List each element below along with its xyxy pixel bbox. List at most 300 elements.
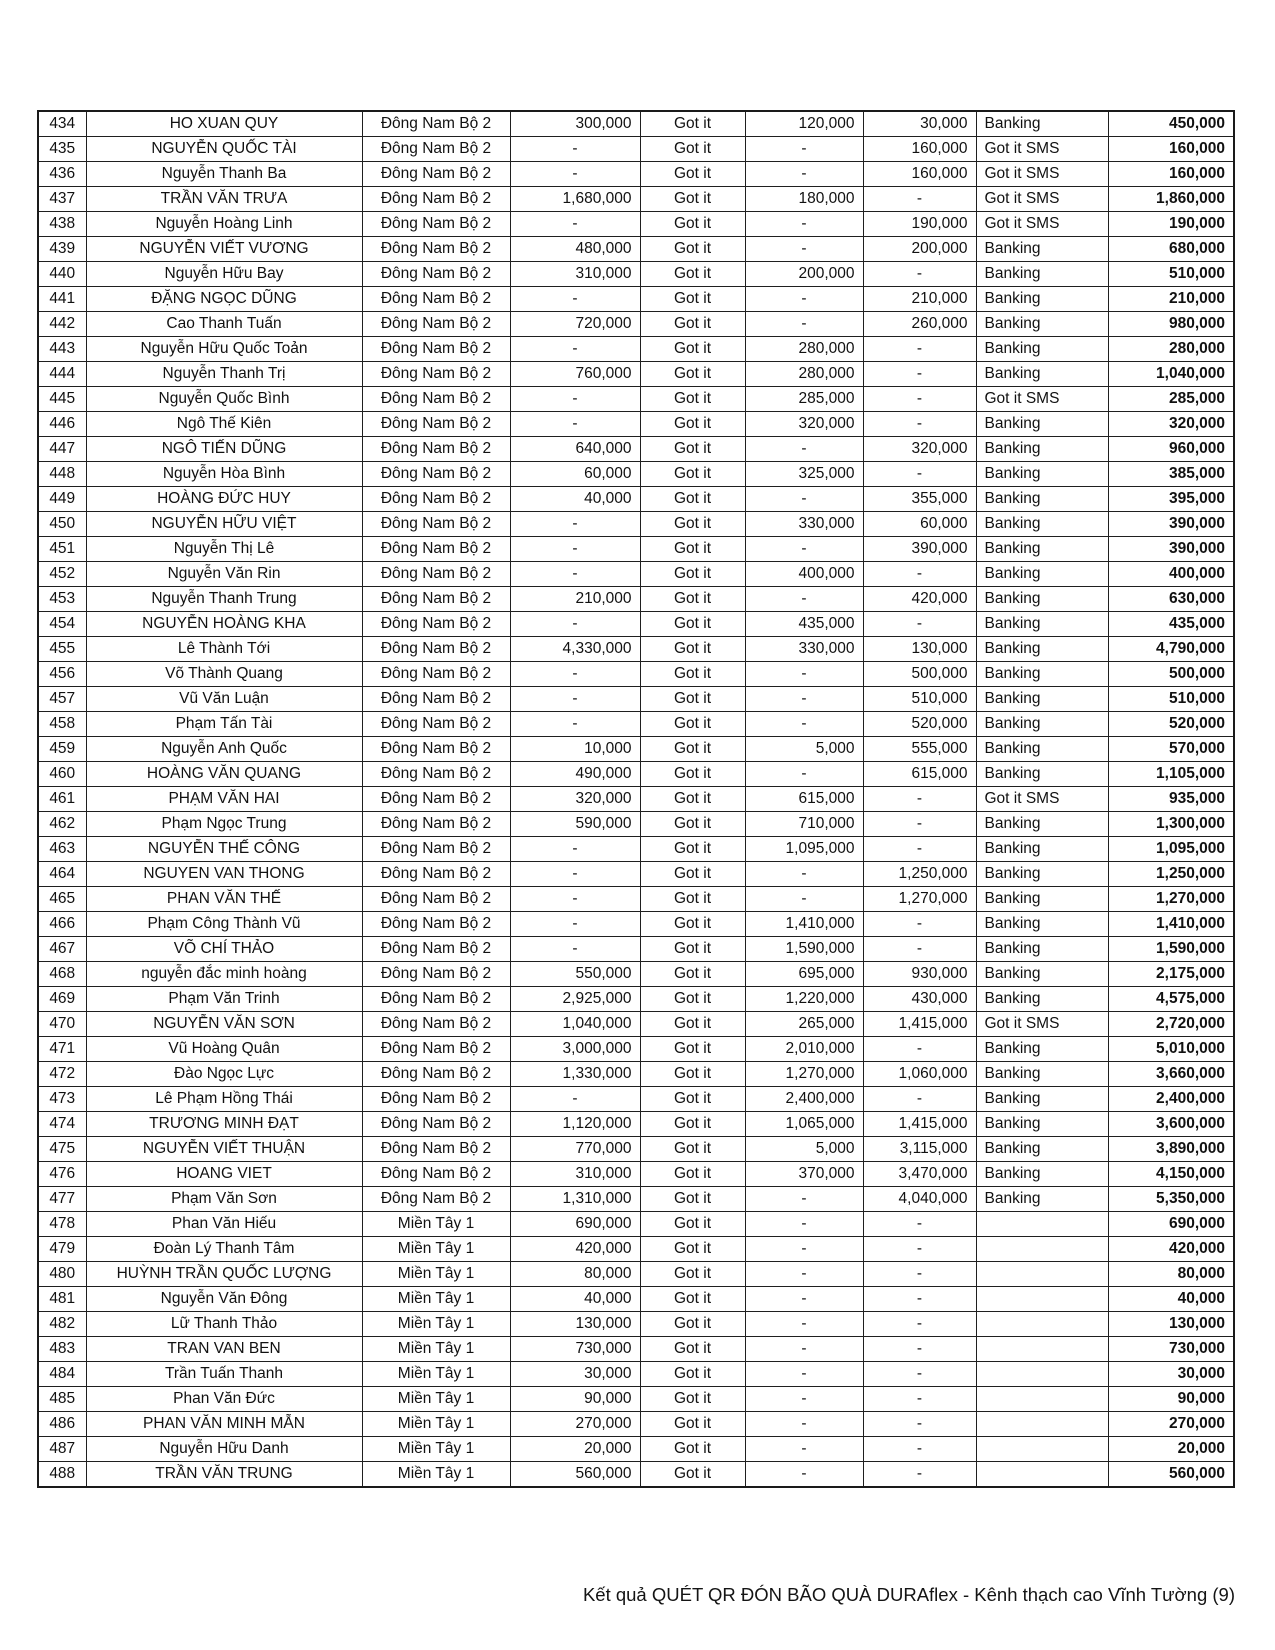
row-number-cell: 454 xyxy=(38,612,86,637)
region-cell: Miền Tây 1 xyxy=(362,1262,510,1287)
participant-name-cell: NGUYỄN HOÀNG KHA xyxy=(86,612,362,637)
amount-3-cell: 1,060,000 xyxy=(863,1062,976,1087)
region-cell: Miền Tây 1 xyxy=(362,1462,510,1488)
participant-name-cell: PHAN VĂN MINH MẪN xyxy=(86,1412,362,1437)
region-cell: Đông Nam Bộ 2 xyxy=(362,1187,510,1212)
amount-2-cell: - xyxy=(745,1362,863,1387)
participant-name-cell: Vũ Hoàng Quân xyxy=(86,1037,362,1062)
row-number-cell: 464 xyxy=(38,862,86,887)
amount-1-cell: - xyxy=(510,712,640,737)
participant-name-cell: Nguyễn Hữu Bay xyxy=(86,262,362,287)
total-amount-cell: 210,000 xyxy=(1108,287,1234,312)
amount-1-cell: 20,000 xyxy=(510,1437,640,1462)
amount-1-cell: - xyxy=(510,537,640,562)
payment-method-cell: Got it SMS xyxy=(976,137,1108,162)
payment-method-cell: Banking xyxy=(976,1137,1108,1162)
payment-method-cell: Banking xyxy=(976,887,1108,912)
amount-2-cell: 5,000 xyxy=(745,737,863,762)
participant-name-cell: HOÀNG VĂN QUANG xyxy=(86,762,362,787)
total-amount-cell: 450,000 xyxy=(1108,111,1234,137)
region-cell: Đông Nam Bộ 2 xyxy=(362,1112,510,1137)
amount-3-cell: 190,000 xyxy=(863,212,976,237)
status-cell: Got it xyxy=(640,362,745,387)
participant-name-cell: NGUYỄN THẾ CÔNG xyxy=(86,837,362,862)
amount-1-cell: 1,310,000 xyxy=(510,1187,640,1212)
total-amount-cell: 2,400,000 xyxy=(1108,1087,1234,1112)
participant-name-cell: NGUYỄN VIẾT THUẬN xyxy=(86,1137,362,1162)
table-row xyxy=(38,1162,1234,1187)
participant-name-cell: HOÀNG ĐỨC HUY xyxy=(86,487,362,512)
amount-2-cell: 1,590,000 xyxy=(745,937,863,962)
amount-1-cell: 560,000 xyxy=(510,1462,640,1488)
status-cell: Got it xyxy=(640,1337,745,1362)
table-row xyxy=(38,887,1234,912)
row-number-cell: 434 xyxy=(38,111,86,137)
row-number-cell: 483 xyxy=(38,1337,86,1362)
amount-2-cell: 330,000 xyxy=(745,637,863,662)
payment-method-cell: Banking xyxy=(976,412,1108,437)
region-cell: Đông Nam Bộ 2 xyxy=(362,362,510,387)
payment-method-cell xyxy=(976,1262,1108,1287)
amount-2-cell: - xyxy=(745,487,863,512)
payment-method-cell: Banking xyxy=(976,737,1108,762)
status-cell: Got it xyxy=(640,1312,745,1337)
amount-2-cell: - xyxy=(745,712,863,737)
table-row xyxy=(38,237,1234,262)
row-number-cell: 479 xyxy=(38,1237,86,1262)
amount-1-cell: 760,000 xyxy=(510,362,640,387)
payment-method-cell: Banking xyxy=(976,862,1108,887)
amount-3-cell: - xyxy=(863,1262,976,1287)
amount-3-cell: 30,000 xyxy=(863,111,976,137)
region-cell: Đông Nam Bộ 2 xyxy=(362,512,510,537)
status-cell: Got it xyxy=(640,962,745,987)
amount-1-cell: - xyxy=(510,137,640,162)
payment-method-cell: Banking xyxy=(976,837,1108,862)
amount-1-cell: 300,000 xyxy=(510,111,640,137)
total-amount-cell: 730,000 xyxy=(1108,1337,1234,1362)
amount-1-cell: 490,000 xyxy=(510,762,640,787)
amount-3-cell: 930,000 xyxy=(863,962,976,987)
row-number-cell: 447 xyxy=(38,437,86,462)
amount-1-cell: 550,000 xyxy=(510,962,640,987)
amount-2-cell: 710,000 xyxy=(745,812,863,837)
total-amount-cell: 960,000 xyxy=(1108,437,1234,462)
participant-name-cell: Nguyễn Thanh Ba xyxy=(86,162,362,187)
total-amount-cell: 1,105,000 xyxy=(1108,762,1234,787)
total-amount-cell: 2,175,000 xyxy=(1108,962,1234,987)
participant-name-cell: Phạm Văn Trinh xyxy=(86,987,362,1012)
region-cell: Đông Nam Bộ 2 xyxy=(362,687,510,712)
amount-3-cell: - xyxy=(863,462,976,487)
table-row xyxy=(38,812,1234,837)
participant-name-cell: HUỲNH TRẦN QUỐC LƯỢNG xyxy=(86,1262,362,1287)
table-row xyxy=(38,337,1234,362)
row-number-cell: 475 xyxy=(38,1137,86,1162)
row-number-cell: 436 xyxy=(38,162,86,187)
payment-method-cell: Banking xyxy=(976,637,1108,662)
region-cell: Đông Nam Bộ 2 xyxy=(362,1087,510,1112)
amount-3-cell: 615,000 xyxy=(863,762,976,787)
payment-method-cell: Banking xyxy=(976,1037,1108,1062)
amount-3-cell: 3,470,000 xyxy=(863,1162,976,1187)
table-row xyxy=(38,1062,1234,1087)
amount-3-cell: - xyxy=(863,1337,976,1362)
amount-2-cell: - xyxy=(745,1262,863,1287)
row-number-cell: 468 xyxy=(38,962,86,987)
row-number-cell: 448 xyxy=(38,462,86,487)
payment-method-cell: Banking xyxy=(976,762,1108,787)
status-cell: Got it xyxy=(640,387,745,412)
amount-3-cell: 555,000 xyxy=(863,737,976,762)
amount-1-cell: 770,000 xyxy=(510,1137,640,1162)
status-cell: Got it xyxy=(640,837,745,862)
participant-name-cell: nguyễn đắc minh hoàng xyxy=(86,962,362,987)
region-cell: Đông Nam Bộ 2 xyxy=(362,987,510,1012)
amount-2-cell: - xyxy=(745,862,863,887)
payment-method-cell: Got it SMS xyxy=(976,212,1108,237)
amount-1-cell: - xyxy=(510,212,640,237)
payment-method-cell: Banking xyxy=(976,237,1108,262)
status-cell: Got it xyxy=(640,412,745,437)
region-cell: Đông Nam Bộ 2 xyxy=(362,187,510,212)
amount-2-cell: 280,000 xyxy=(745,337,863,362)
amount-1-cell: 1,680,000 xyxy=(510,187,640,212)
amount-3-cell: 500,000 xyxy=(863,662,976,687)
amount-2-cell: 615,000 xyxy=(745,787,863,812)
participant-name-cell: Phạm Ngọc Trung xyxy=(86,812,362,837)
amount-3-cell: 200,000 xyxy=(863,237,976,262)
status-cell: Got it xyxy=(640,237,745,262)
region-cell: Đông Nam Bộ 2 xyxy=(362,437,510,462)
region-cell: Đông Nam Bộ 2 xyxy=(362,912,510,937)
row-number-cell: 438 xyxy=(38,212,86,237)
total-amount-cell: 560,000 xyxy=(1108,1462,1234,1488)
total-amount-cell: 130,000 xyxy=(1108,1312,1234,1337)
total-amount-cell: 3,600,000 xyxy=(1108,1112,1234,1137)
amount-3-cell: - xyxy=(863,787,976,812)
amount-3-cell: 130,000 xyxy=(863,637,976,662)
amount-2-cell: 180,000 xyxy=(745,187,863,212)
amount-2-cell: - xyxy=(745,1337,863,1362)
row-number-cell: 469 xyxy=(38,987,86,1012)
payment-method-cell xyxy=(976,1212,1108,1237)
amount-2-cell: - xyxy=(745,1237,863,1262)
amount-1-cell: 720,000 xyxy=(510,312,640,337)
region-cell: Miền Tây 1 xyxy=(362,1412,510,1437)
table-row xyxy=(38,962,1234,987)
payment-method-cell xyxy=(976,1387,1108,1412)
payment-method-cell: Banking xyxy=(976,1112,1108,1137)
participant-name-cell: Phạm Tấn Tài xyxy=(86,712,362,737)
amount-2-cell: 435,000 xyxy=(745,612,863,637)
payment-method-cell: Banking xyxy=(976,1187,1108,1212)
status-cell: Got it xyxy=(640,262,745,287)
status-cell: Got it xyxy=(640,1062,745,1087)
row-number-cell: 462 xyxy=(38,812,86,837)
status-cell: Got it xyxy=(640,187,745,212)
status-cell: Got it xyxy=(640,912,745,937)
row-number-cell: 455 xyxy=(38,637,86,662)
amount-2-cell: - xyxy=(745,662,863,687)
table-row xyxy=(38,1312,1234,1337)
status-cell: Got it xyxy=(640,1362,745,1387)
table-row xyxy=(38,111,1234,137)
amount-1-cell: 310,000 xyxy=(510,262,640,287)
participant-name-cell: Nguyễn Văn Đông xyxy=(86,1287,362,1312)
region-cell: Đông Nam Bộ 2 xyxy=(362,212,510,237)
status-cell: Got it xyxy=(640,1212,745,1237)
table-row xyxy=(38,287,1234,312)
table-body xyxy=(38,111,1234,1487)
payment-method-cell: Banking xyxy=(976,312,1108,337)
participant-name-cell: HOANG VIET xyxy=(86,1162,362,1187)
amount-3-cell: - xyxy=(863,937,976,962)
table-row xyxy=(38,612,1234,637)
payment-method-cell xyxy=(976,1312,1108,1337)
status-cell: Got it xyxy=(640,737,745,762)
amount-3-cell: 210,000 xyxy=(863,287,976,312)
total-amount-cell: 160,000 xyxy=(1108,162,1234,187)
status-cell: Got it xyxy=(640,537,745,562)
payment-method-cell xyxy=(976,1237,1108,1262)
amount-1-cell: 1,120,000 xyxy=(510,1112,640,1137)
amount-1-cell: 1,040,000 xyxy=(510,1012,640,1037)
region-cell: Miền Tây 1 xyxy=(362,1287,510,1312)
region-cell: Đông Nam Bộ 2 xyxy=(362,537,510,562)
total-amount-cell: 510,000 xyxy=(1108,687,1234,712)
table-row xyxy=(38,1437,1234,1462)
status-cell: Got it xyxy=(640,812,745,837)
amount-2-cell: 5,000 xyxy=(745,1137,863,1162)
amount-1-cell: 690,000 xyxy=(510,1212,640,1237)
status-cell: Got it xyxy=(640,637,745,662)
total-amount-cell: 3,660,000 xyxy=(1108,1062,1234,1087)
amount-3-cell: 160,000 xyxy=(863,137,976,162)
row-number-cell: 474 xyxy=(38,1112,86,1137)
region-cell: Đông Nam Bộ 2 xyxy=(362,637,510,662)
amount-1-cell: 2,925,000 xyxy=(510,987,640,1012)
table-row xyxy=(38,587,1234,612)
amount-1-cell: - xyxy=(510,387,640,412)
amount-2-cell: - xyxy=(745,162,863,187)
participant-name-cell: PHAN VĂN THẾ xyxy=(86,887,362,912)
table-row xyxy=(38,712,1234,737)
total-amount-cell: 935,000 xyxy=(1108,787,1234,812)
amount-2-cell: - xyxy=(745,237,863,262)
amount-1-cell: - xyxy=(510,837,640,862)
status-cell: Got it xyxy=(640,1087,745,1112)
amount-3-cell: - xyxy=(863,812,976,837)
region-cell: Đông Nam Bộ 2 xyxy=(362,137,510,162)
total-amount-cell: 630,000 xyxy=(1108,587,1234,612)
row-number-cell: 442 xyxy=(38,312,86,337)
status-cell: Got it xyxy=(640,212,745,237)
table-row xyxy=(38,187,1234,212)
table-row xyxy=(38,1287,1234,1312)
row-number-cell: 451 xyxy=(38,537,86,562)
table-row xyxy=(38,762,1234,787)
amount-3-cell: - xyxy=(863,187,976,212)
amount-3-cell: - xyxy=(863,1212,976,1237)
payment-method-cell: Banking xyxy=(976,812,1108,837)
row-number-cell: 440 xyxy=(38,262,86,287)
region-cell: Miền Tây 1 xyxy=(362,1387,510,1412)
amount-1-cell: 480,000 xyxy=(510,237,640,262)
status-cell: Got it xyxy=(640,1162,745,1187)
participant-name-cell: Nguyễn Thanh Trị xyxy=(86,362,362,387)
participant-name-cell: Võ Thành Quang xyxy=(86,662,362,687)
amount-3-cell: - xyxy=(863,837,976,862)
region-cell: Đông Nam Bộ 2 xyxy=(362,312,510,337)
payment-method-cell: Banking xyxy=(976,562,1108,587)
participant-name-cell: Trần Tuấn Thanh xyxy=(86,1362,362,1387)
region-cell: Đông Nam Bộ 2 xyxy=(362,412,510,437)
total-amount-cell: 80,000 xyxy=(1108,1262,1234,1287)
amount-1-cell: - xyxy=(510,162,640,187)
participant-name-cell: NGUYỄN HỮU VIỆT xyxy=(86,512,362,537)
amount-3-cell: 1,415,000 xyxy=(863,1112,976,1137)
total-amount-cell: 385,000 xyxy=(1108,462,1234,487)
amount-1-cell: 40,000 xyxy=(510,1287,640,1312)
total-amount-cell: 395,000 xyxy=(1108,487,1234,512)
row-number-cell: 466 xyxy=(38,912,86,937)
row-number-cell: 486 xyxy=(38,1412,86,1437)
amount-2-cell: 695,000 xyxy=(745,962,863,987)
total-amount-cell: 390,000 xyxy=(1108,537,1234,562)
participant-name-cell: Nguyễn Thanh Trung xyxy=(86,587,362,612)
row-number-cell: 481 xyxy=(38,1287,86,1312)
row-number-cell: 467 xyxy=(38,937,86,962)
row-number-cell: 443 xyxy=(38,337,86,362)
payment-method-cell: Banking xyxy=(976,1087,1108,1112)
table-row xyxy=(38,137,1234,162)
amount-3-cell: - xyxy=(863,1387,976,1412)
amount-3-cell: - xyxy=(863,412,976,437)
amount-1-cell: - xyxy=(510,512,640,537)
total-amount-cell: 420,000 xyxy=(1108,1237,1234,1262)
payment-method-cell: Banking xyxy=(976,612,1108,637)
row-number-cell: 478 xyxy=(38,1212,86,1237)
amount-3-cell: - xyxy=(863,1087,976,1112)
amount-1-cell: - xyxy=(510,287,640,312)
amount-1-cell: - xyxy=(510,862,640,887)
amount-3-cell: 4,040,000 xyxy=(863,1187,976,1212)
amount-3-cell: 260,000 xyxy=(863,312,976,337)
amount-2-cell: - xyxy=(745,762,863,787)
amount-1-cell: - xyxy=(510,937,640,962)
total-amount-cell: 280,000 xyxy=(1108,337,1234,362)
row-number-cell: 441 xyxy=(38,287,86,312)
amount-3-cell: - xyxy=(863,1462,976,1488)
participant-name-cell: Phan Văn Hiếu xyxy=(86,1212,362,1237)
table-row xyxy=(38,1262,1234,1287)
total-amount-cell: 270,000 xyxy=(1108,1412,1234,1437)
total-amount-cell: 680,000 xyxy=(1108,237,1234,262)
amount-2-cell: 400,000 xyxy=(745,562,863,587)
participant-name-cell: TRẦN VĂN TRƯA xyxy=(86,187,362,212)
page-footer-caption: Kết quả QUÉT QR ĐÓN BÃO QUÀ DURAflex - Kênh thạch cao Vĩnh Tường (9) xyxy=(582,1584,1235,1605)
region-cell: Miền Tây 1 xyxy=(362,1362,510,1387)
row-number-cell: 449 xyxy=(38,487,86,512)
amount-1-cell: 130,000 xyxy=(510,1312,640,1337)
total-amount-cell: 20,000 xyxy=(1108,1437,1234,1462)
row-number-cell: 435 xyxy=(38,137,86,162)
amount-3-cell: 3,115,000 xyxy=(863,1137,976,1162)
amount-1-cell: 270,000 xyxy=(510,1412,640,1437)
region-cell: Đông Nam Bộ 2 xyxy=(362,887,510,912)
amount-3-cell: 1,250,000 xyxy=(863,862,976,887)
amount-1-cell: - xyxy=(510,412,640,437)
row-number-cell: 439 xyxy=(38,237,86,262)
region-cell: Đông Nam Bộ 2 xyxy=(362,1037,510,1062)
status-cell: Got it xyxy=(640,462,745,487)
payment-method-cell: Banking xyxy=(976,712,1108,737)
amount-1-cell: 640,000 xyxy=(510,437,640,462)
total-amount-cell: 435,000 xyxy=(1108,612,1234,637)
amount-2-cell: 285,000 xyxy=(745,387,863,412)
payment-method-cell: Banking xyxy=(976,912,1108,937)
status-cell: Got it xyxy=(640,1412,745,1437)
region-cell: Đông Nam Bộ 2 xyxy=(362,1162,510,1187)
amount-2-cell: 1,095,000 xyxy=(745,837,863,862)
total-amount-cell: 520,000 xyxy=(1108,712,1234,737)
region-cell: Đông Nam Bộ 2 xyxy=(362,562,510,587)
amount-2-cell: 320,000 xyxy=(745,412,863,437)
total-amount-cell: 570,000 xyxy=(1108,737,1234,762)
payment-method-cell: Banking xyxy=(976,937,1108,962)
table-row xyxy=(38,1012,1234,1037)
region-cell: Đông Nam Bộ 2 xyxy=(362,862,510,887)
amount-1-cell: - xyxy=(510,1087,640,1112)
table-row xyxy=(38,437,1234,462)
participant-name-cell: Lê Phạm Hồng Thái xyxy=(86,1087,362,1112)
total-amount-cell: 400,000 xyxy=(1108,562,1234,587)
table-row xyxy=(38,662,1234,687)
payment-method-cell xyxy=(976,1287,1108,1312)
amount-3-cell: - xyxy=(863,1237,976,1262)
total-amount-cell: 980,000 xyxy=(1108,312,1234,337)
amount-3-cell: 520,000 xyxy=(863,712,976,737)
amount-3-cell: - xyxy=(863,1287,976,1312)
payment-method-cell xyxy=(976,1462,1108,1488)
participant-name-cell: NGUYEN VAN THONG xyxy=(86,862,362,887)
amount-3-cell: - xyxy=(863,262,976,287)
amount-3-cell: 160,000 xyxy=(863,162,976,187)
row-number-cell: 458 xyxy=(38,712,86,737)
status-cell: Got it xyxy=(640,337,745,362)
table-row xyxy=(38,387,1234,412)
table-row xyxy=(38,1237,1234,1262)
participant-name-cell: Phạm Văn Sơn xyxy=(86,1187,362,1212)
table-row xyxy=(38,987,1234,1012)
amount-2-cell: 280,000 xyxy=(745,362,863,387)
table-row xyxy=(38,487,1234,512)
region-cell: Đông Nam Bộ 2 xyxy=(362,787,510,812)
payment-method-cell: Banking xyxy=(976,537,1108,562)
table-row xyxy=(38,937,1234,962)
amount-2-cell: - xyxy=(745,287,863,312)
amount-1-cell: 10,000 xyxy=(510,737,640,762)
participant-name-cell: Phan Văn Đức xyxy=(86,1387,362,1412)
amount-1-cell: 30,000 xyxy=(510,1362,640,1387)
row-number-cell: 487 xyxy=(38,1437,86,1462)
table-row xyxy=(38,1412,1234,1437)
status-cell: Got it xyxy=(640,287,745,312)
amount-1-cell: 730,000 xyxy=(510,1337,640,1362)
amount-3-cell: 1,415,000 xyxy=(863,1012,976,1037)
amount-2-cell: - xyxy=(745,1462,863,1488)
